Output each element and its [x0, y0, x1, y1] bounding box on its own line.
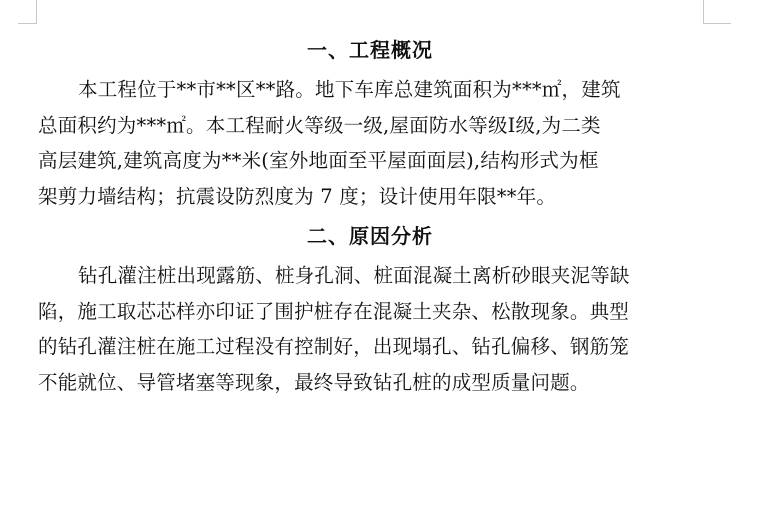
paragraph-line: 陷，施工取芯芯样亦印证了围护桩存在混凝土夹杂、松散现象。典型 — [38, 299, 630, 323]
crop-mark-top-right-vertical — [703, 0, 704, 24]
section-heading-project-overview: 一、工程概况 — [307, 38, 433, 62]
paragraph-cause-analysis — [38, 258, 702, 400]
paragraph-project-overview — [38, 72, 702, 214]
paragraph-line: 不能就位、导管堵塞等现象，最终导致钻孔桩的成型质量问题。 — [38, 370, 590, 394]
document-page — [38, 28, 702, 400]
paragraph-line: 的钻孔灌注桩在施工过程没有控制好，出现塌孔、钻孔偏移、钢筋笼 — [38, 335, 630, 358]
crop-mark-top-right-horizontal — [703, 23, 731, 24]
section-heading-cause-analysis: 二、原因分析 — [307, 224, 433, 248]
paragraph-line: 本工程位于**市**区**路。地下车库总建筑面积为***㎡，建筑 — [78, 78, 621, 101]
crop-mark-top-left-vertical — [36, 0, 37, 24]
paragraph-line: 架剪力墙结构；抗震设防烈度为 7 度；设计使用年限**年。 — [38, 184, 557, 208]
paragraph-line: 高层建筑,建筑高度为**米(室外地面至平屋面面层),结构形式为框 — [38, 149, 599, 172]
paragraph-line: 总面积约为***㎡。本工程耐火等级一级,屋面防水等级Ⅰ级,为二类 — [38, 113, 601, 137]
crop-mark-top-left-horizontal — [18, 23, 37, 24]
paragraph-line: 钻孔灌注桩出现露筋、桩身孔洞、桩面混凝土离析砂眼夹泥等缺 — [78, 264, 630, 287]
